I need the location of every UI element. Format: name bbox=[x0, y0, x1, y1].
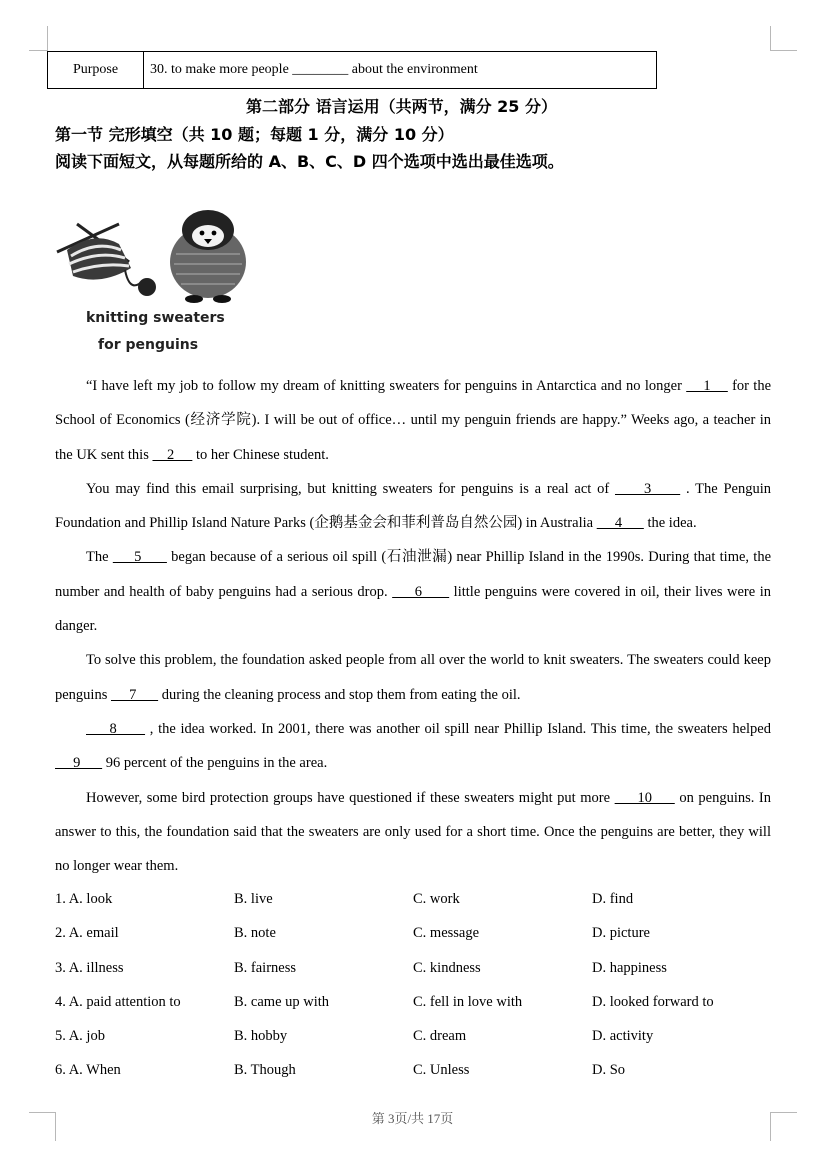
passage-paragraph-5 bbox=[55, 712, 771, 781]
option-row-1 bbox=[55, 882, 771, 916]
blank-2: 2 bbox=[152, 446, 193, 463]
passage-text: the idea. bbox=[643, 515, 697, 532]
passage-text: for the School of Economics (经济学院). I will be out of office… until my penguin friends are happy.” Weeks ago, a teacher in the UK sent this bbox=[55, 378, 772, 463]
blank-10: 10 bbox=[614, 789, 675, 806]
blank-6: 6 bbox=[392, 583, 450, 600]
option-b: B. fairness bbox=[234, 959, 297, 976]
option-a: 2. A. email bbox=[55, 925, 119, 942]
blank-9: 9 bbox=[55, 755, 103, 772]
passage-text: To solve this problem, the foundation asked people from all over the world to knit sweaters. The sweaters could keep penguins bbox=[55, 652, 771, 703]
option-a: 4. A. paid attention to bbox=[55, 993, 181, 1010]
option-row-3 bbox=[55, 951, 771, 985]
table-label-cell: Purpose bbox=[48, 52, 144, 89]
option-d: D. So bbox=[592, 1062, 626, 1079]
blank-3: 3 bbox=[614, 480, 681, 497]
illustration-caption-line-2: for penguins bbox=[98, 337, 199, 353]
option-d: D. activity bbox=[592, 1028, 654, 1045]
blank-7: 7 bbox=[110, 686, 159, 703]
passage-text: You may find this email surprising, but knitting sweaters for penguins is a real act of bbox=[86, 480, 615, 497]
option-a: 1. A. look bbox=[55, 891, 113, 907]
passage-paragraph-3 bbox=[55, 540, 771, 643]
section-heading: 第一节 完形填空（共 10 题；每题 1 分，满分 10 分） bbox=[55, 125, 454, 144]
illustration-caption-line-1: knitting sweaters bbox=[86, 310, 225, 326]
passage-text: began because of a serious oil spill (石油泄漏) near Phillip Island in the 1990s. During that time, the number and health of baby penguins had a serious drop. bbox=[55, 549, 772, 600]
passage-paragraph-4 bbox=[55, 643, 771, 712]
cloze-passage bbox=[55, 369, 771, 883]
table-content-cell: 30. to make more people ________ about the environment bbox=[144, 52, 657, 89]
option-c: C. Unless bbox=[413, 1062, 470, 1079]
passage-text: little penguins were covered in oil, their lives were in danger. bbox=[55, 583, 771, 635]
option-a: 5. A. job bbox=[55, 1028, 105, 1045]
blank-8: 8 bbox=[86, 720, 146, 737]
option-d: D. happiness bbox=[592, 959, 667, 976]
passage-text: However, some bird protection groups have questioned if these sweaters might put more bbox=[86, 789, 615, 806]
table-row bbox=[48, 52, 657, 89]
option-a: 3. A. illness bbox=[55, 959, 124, 976]
penguin-in-sweater-icon bbox=[170, 210, 246, 303]
option-d: D. find bbox=[592, 891, 634, 907]
option-row-4 bbox=[55, 985, 771, 1019]
passage-paragraph-2 bbox=[55, 472, 771, 541]
part-heading: 第二部分 语言运用（共两节，满分 25 分） bbox=[246, 97, 557, 116]
blank-5: 5 bbox=[112, 549, 167, 566]
option-b: B. hobby bbox=[234, 1028, 288, 1045]
blank-4: 4 bbox=[596, 515, 644, 532]
passage-paragraph-1 bbox=[55, 369, 771, 472]
option-row-6 bbox=[55, 1053, 771, 1087]
blank-1: 1 bbox=[686, 378, 728, 394]
option-d: D. looked forward to bbox=[592, 993, 714, 1010]
option-c: C. work bbox=[413, 891, 460, 907]
passage-text: The bbox=[86, 549, 113, 566]
option-c: C. message bbox=[413, 925, 480, 942]
corner-mark-top-right bbox=[770, 26, 797, 51]
option-d: D. picture bbox=[592, 925, 650, 942]
passage-paragraph-6 bbox=[55, 781, 771, 884]
option-c: C. kindness bbox=[413, 959, 481, 976]
passage-text: on penguins. In answer to this, the foundation said that the sweaters are only used for a short time. Once the penguins are better, they will no longer wear them. bbox=[55, 789, 772, 875]
passage-text: , the idea worked. In 2001, there was another oil spill near Phillip Island. This time, the sweaters helped bbox=[145, 720, 771, 737]
answer-options bbox=[55, 882, 771, 1088]
option-c: C. dream bbox=[413, 1028, 467, 1045]
passage-text: . The Penguin Foundation and Phillip Island Nature Parks (企鹅基金会和菲利普岛自然公园) in Australia bbox=[55, 480, 772, 532]
passage-text: to her Chinese student. bbox=[192, 446, 329, 463]
passage-text: “I have left my job to follow my dream of knitting sweaters for penguins in Antarctica and no longer bbox=[86, 378, 687, 394]
yarn-ball-icon bbox=[125, 270, 156, 296]
option-b: B. Though bbox=[234, 1062, 296, 1079]
option-row-2 bbox=[55, 916, 771, 950]
corner-mark-top-left bbox=[29, 26, 48, 51]
knitting-needles-icon bbox=[57, 224, 131, 280]
option-a: 6. A. When bbox=[55, 1062, 121, 1079]
passage-text: during the cleaning process and stop them from eating the oil. bbox=[158, 686, 521, 703]
option-b: B. note bbox=[234, 925, 276, 942]
option-c: C. fell in love with bbox=[413, 993, 523, 1010]
purpose-table bbox=[47, 51, 657, 89]
instruction-text: 阅读下面短文，从每题所给的 A、B、C、D 四个选项中选出最佳选项。 bbox=[55, 152, 564, 171]
option-b: B. live bbox=[234, 891, 273, 907]
page-number-footer: 第 3页/共 17页 bbox=[371, 1111, 454, 1126]
passage-text: 96 percent of the penguins in the area. bbox=[102, 755, 328, 772]
option-row-5 bbox=[55, 1019, 771, 1053]
option-b: B. came up with bbox=[234, 993, 330, 1010]
